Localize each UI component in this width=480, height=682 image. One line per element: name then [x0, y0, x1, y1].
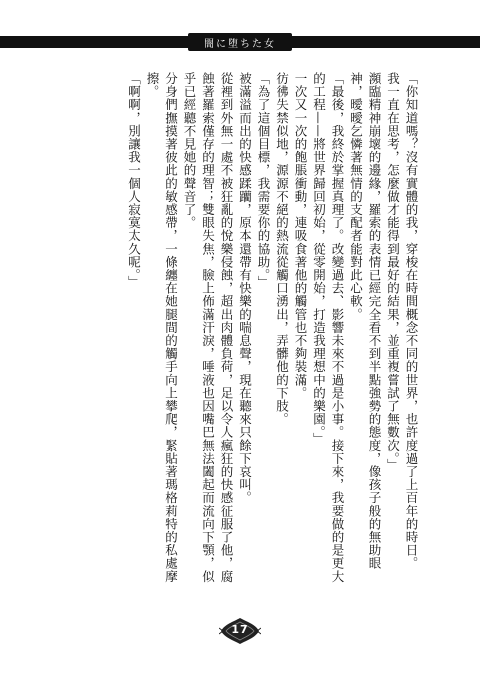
- body-paragraph: 彷彿失禁似地，源源不絕的熱流從觸口湧出，弄髒他的下肢。: [274, 72, 290, 426]
- body-paragraph: 從裡到外無一處不被狂亂的悅樂侵蝕，超出肉體負荷，足以令人瘋狂的快感征服了他，腐蝕著羅索僅存的理智；雙眼失焦，臉上佈滿汗淚，唾液也因嘴巴無法闔起而流向下顎，似乎已經聽不見她的聲音了。: [182, 72, 234, 583]
- running-header: [188, 33, 292, 51]
- body-paragraph: 被滿溢而出的快感蹂躪，原本還帶有快樂的喘息聲，現在聽來只餘下哀叫。: [237, 72, 253, 505]
- running-header-title: 闇に堕ちた女: [204, 38, 276, 50]
- body-paragraph: 「最後，我終於掌握真理了。改變過去、影響未來不過是小事。接下來，我要做的是更大的工程——將世界歸回初始，從零開始，打造我理想中的樂園。」: [311, 72, 345, 583]
- body-paragraph: 我一直在思考，怎麼做才能得到最好的結果，並重複嘗試了無數次。」: [385, 72, 401, 472]
- page-number-badge: [219, 616, 261, 646]
- body-paragraph: 「為了這個目標，我需要你的協助。」: [256, 72, 271, 289]
- body-text-area: [80, 72, 420, 592]
- body-paragraph: 瀕臨精神崩壞的邊緣，羅索的表情已經完全看不到半點強勢的態度，像孩子般的無助眼神，曖曖乞憐著無情的支配者能對此心軟。: [348, 72, 382, 570]
- vertical-text-block: [124, 72, 420, 592]
- body-paragraph: 分身們撫摸著彼此的敏感帶，一條纏在她腿間的觸手向上攀爬，緊貼著瑪格莉特的私處摩擦。: [145, 72, 179, 583]
- body-paragraph: 「啊啊，別讓我一個人寂寞太久呢。」: [126, 72, 142, 289]
- body-paragraph: 一次又一次的飽脹衝動，連吸食著他的觸管也不夠裝滿。: [293, 72, 308, 400]
- body-paragraph: 「你知道嗎？沒有實體的我，穿梭在時間概念不同的世界，也許度過了上百年的時日。: [404, 72, 419, 570]
- page-number: 17: [231, 623, 249, 636]
